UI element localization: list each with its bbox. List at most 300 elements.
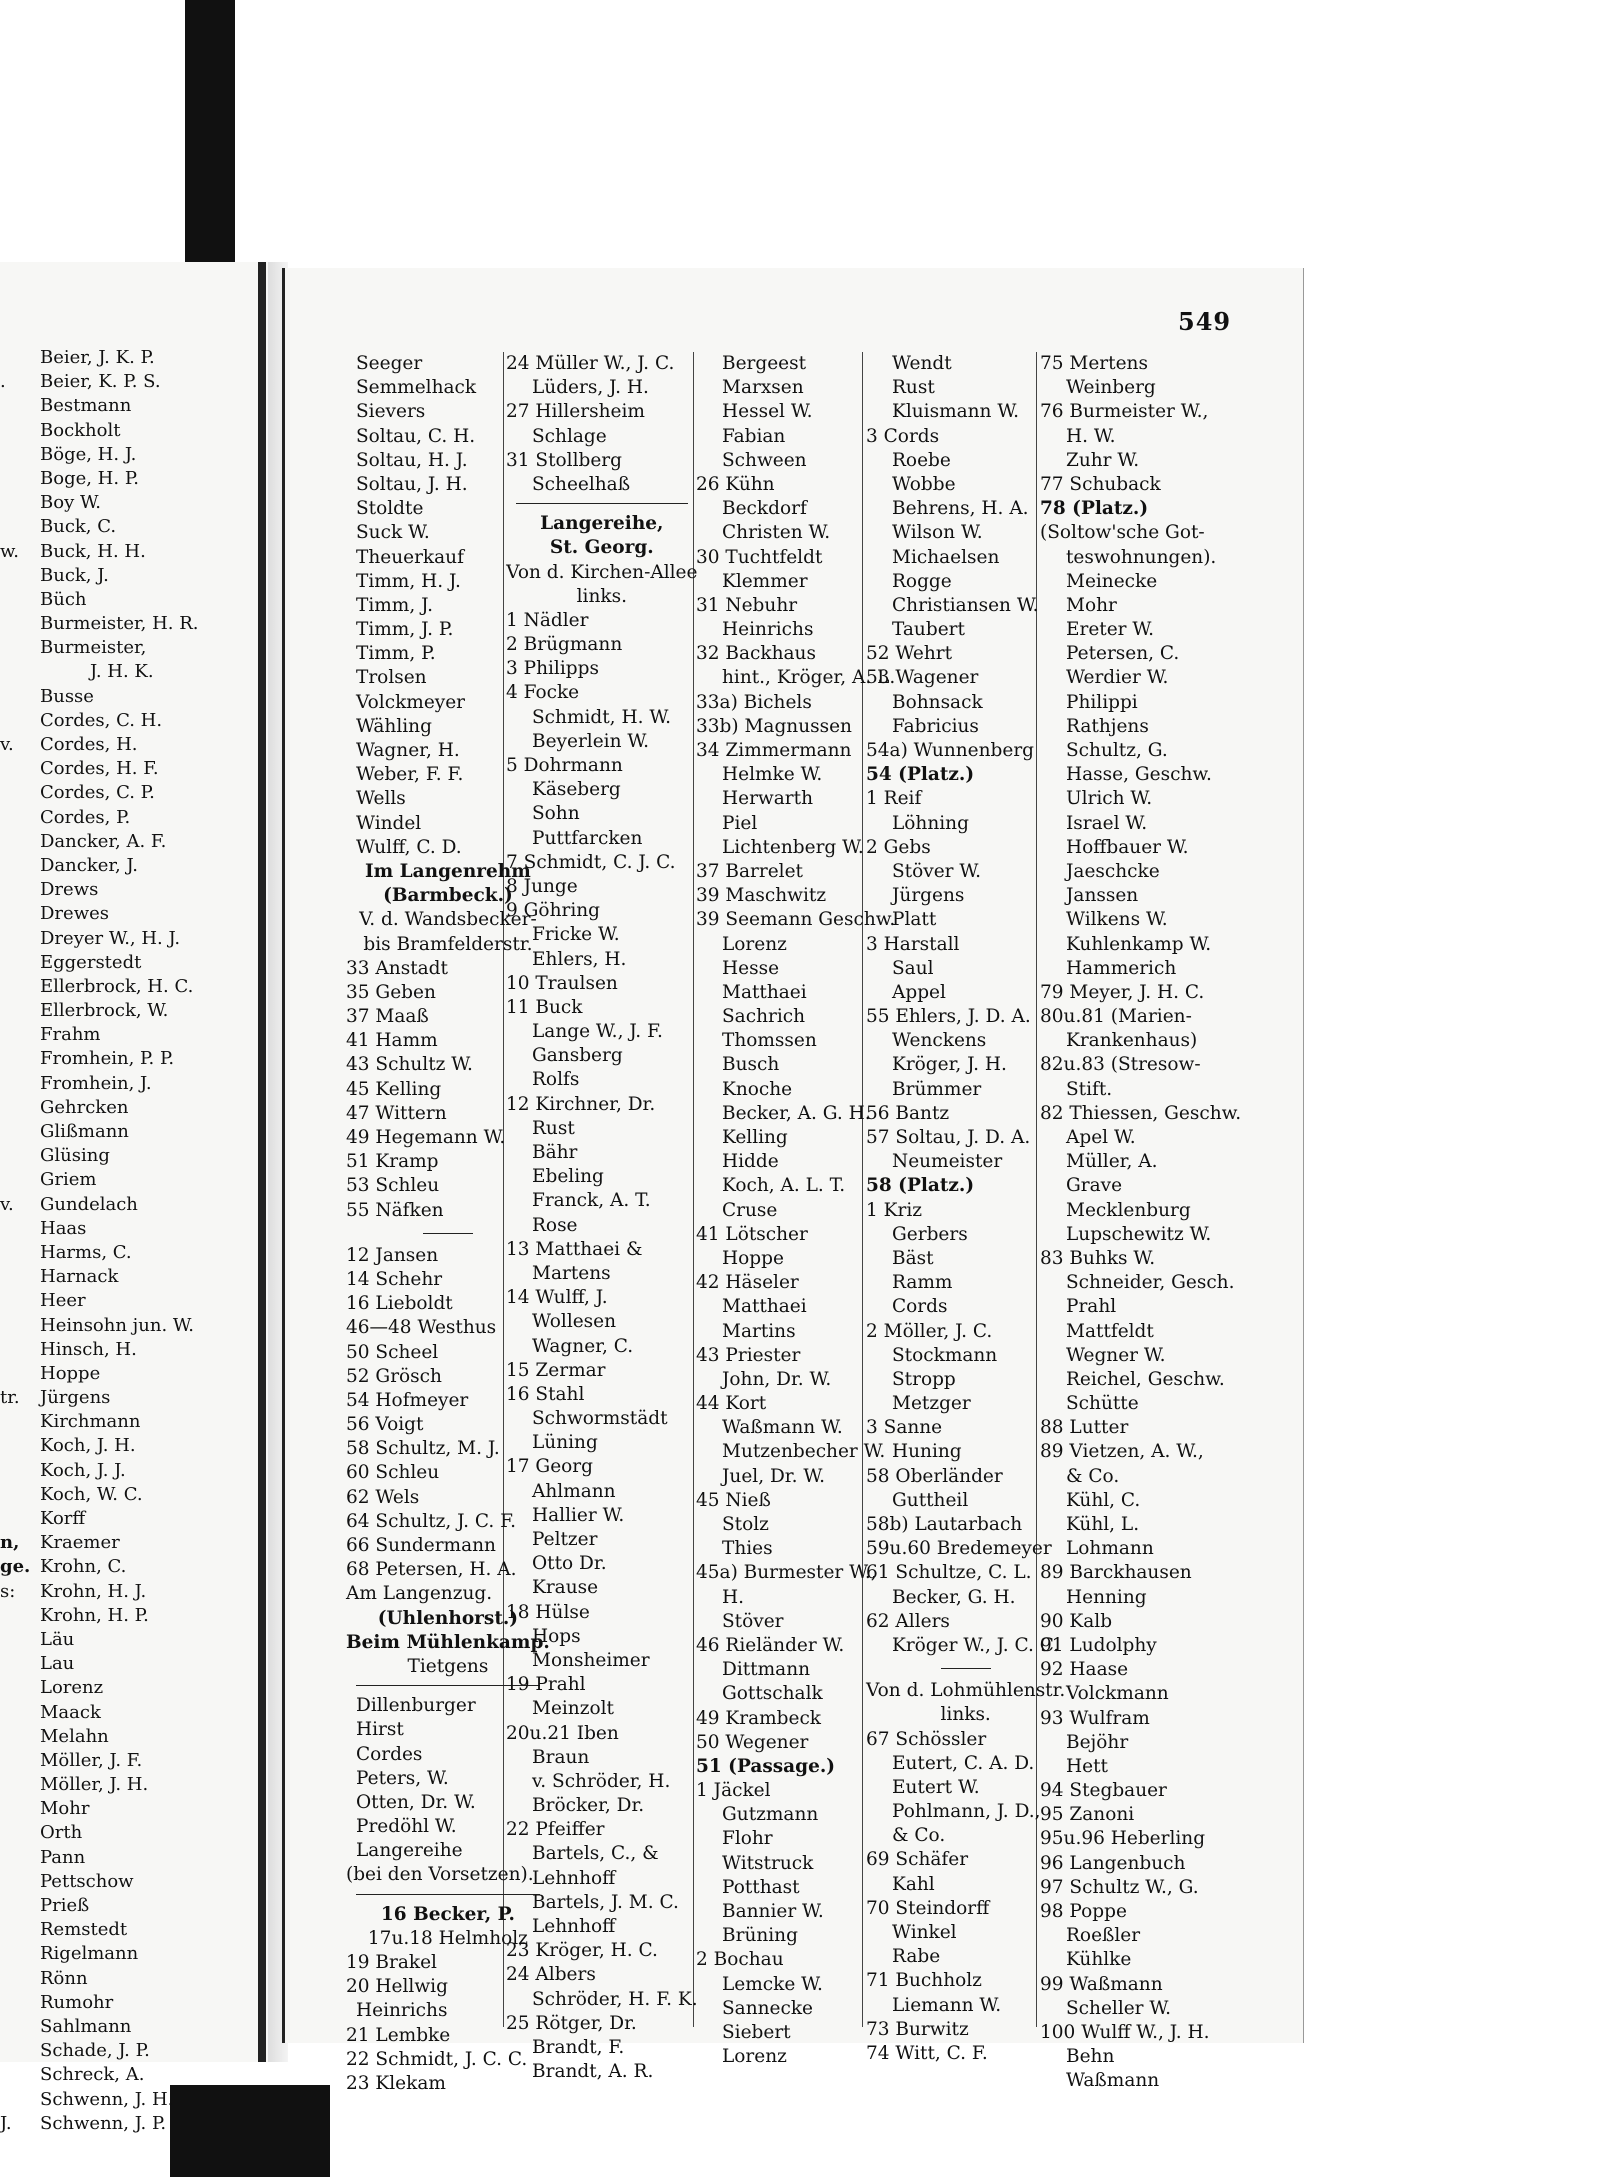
col4-entry: Ramm <box>892 1272 953 1294</box>
col3-entry: Bannier W. <box>722 1901 824 1922</box>
left-page-entry: Koch, J. H. <box>40 1435 136 1457</box>
col5-entry: Wilkens W. <box>1066 909 1168 931</box>
col5-entry: Werdier W. <box>1066 667 1169 689</box>
left-page-entry: Pann <box>40 1846 86 1868</box>
left-page-entry: Cordes, H. <box>40 734 138 755</box>
col4-entry: Stockmann <box>892 1344 998 1366</box>
col1-entry: Wells <box>356 788 406 810</box>
col2-entry: 22 Pfeiffer <box>506 1819 605 1841</box>
col4-entry: 73 Burwitz <box>866 2018 969 2040</box>
col1-entry: Windel <box>356 812 422 834</box>
column-4 <box>866 352 1065 2066</box>
col3-entry: 44 Kort <box>696 1393 767 1415</box>
col4-entry: 1 Reif <box>866 788 922 810</box>
col1-entry: Suck W. <box>356 522 430 544</box>
left-edge-fragment <box>0 1701 30 1725</box>
col5-entry: Schneider, Gesch. <box>1066 1272 1235 1294</box>
col2-entry: Hallier W. <box>532 1504 625 1526</box>
col2-entry: Schlage <box>532 425 607 447</box>
col3-entry: 33b) Magnussen <box>696 715 852 737</box>
col2-entry: Wagner, C. <box>532 1335 634 1357</box>
col3-entry: Siebert <box>722 2021 791 2043</box>
left-page-entry: Mohr <box>40 1798 90 1820</box>
col3-entry: Hesse <box>722 957 780 979</box>
col2-entry: Peltzer <box>532 1529 598 1550</box>
col5-entry: Henning <box>1066 1586 1147 1608</box>
left-page-entry: Cordes, C. H. <box>40 709 163 731</box>
section-divider <box>423 1233 473 1234</box>
left-page-entry: Korff <box>40 1508 86 1529</box>
left-edge-fragment <box>0 1362 30 1386</box>
col4-entry: Huning <box>892 1441 962 1463</box>
left-column <box>40 346 199 2136</box>
col5-entry: 88 Lutter <box>1040 1417 1129 1439</box>
col3-entry: Heinrichs <box>722 619 814 641</box>
col4-entry: Roebe <box>892 449 951 471</box>
col2-entry: Meinzolt <box>532 1698 614 1720</box>
col3-entry: Hessel W. <box>722 401 813 423</box>
left-page-entry: J. H. K. <box>90 661 154 683</box>
col4-entry: 54 (Platz.) <box>866 764 975 786</box>
left-page-entry: Rigelmann <box>40 1943 139 1965</box>
col5-entry: Kühlke <box>1066 1949 1132 1971</box>
col5-entry: Grave <box>1066 1175 1123 1197</box>
col2-entry: Schmidt, H. W. <box>532 706 672 728</box>
left-page-entry: Dancker, J. <box>40 854 139 876</box>
col2-entry: Bartels, C., & <box>532 1843 659 1865</box>
left-edge-fragment: . <box>0 371 6 393</box>
left-edge-fragment <box>0 1797 30 1821</box>
col1-entry: 56 Voigt <box>346 1414 424 1436</box>
col3-entry: Matthaei <box>722 1296 807 1318</box>
col1-entry: Wagner, H. <box>356 740 460 761</box>
col1-entry: 49 Hegemann W. <box>346 1127 506 1148</box>
left-page-entry: Burmeister, H. R. <box>40 613 199 635</box>
col1-entry: 21 Lembke <box>346 2024 451 2046</box>
col2-entry: Wollesen <box>532 1311 617 1333</box>
col5-entry: 90 Kalb <box>1040 1610 1113 1632</box>
col4-entry: Stropp <box>892 1368 956 1390</box>
col1-entry: 47 Wittern <box>346 1102 447 1124</box>
left-page-entry: Glüsing <box>40 1145 110 1167</box>
col4-entry: Wobbe <box>892 473 956 495</box>
col4-entry: 3 Harstall <box>866 933 960 955</box>
left-edge-fragment <box>0 927 30 951</box>
col2-entry: 9 Göhring <box>506 900 600 922</box>
col3-entry: 33a) Bichels <box>696 691 812 713</box>
col5-entry: Ulrich W. <box>1066 788 1153 810</box>
col1-entry: 45 Kelling <box>346 1078 442 1100</box>
col4-entry: Löhning <box>892 812 969 834</box>
left-edge-fragment <box>0 2088 30 2112</box>
col2-entry: 10 Traulsen <box>506 972 618 994</box>
col2-entry: 4 Focke <box>506 682 580 704</box>
col5-entry: 100 Wulff W., J. H. <box>1040 2021 1210 2043</box>
col5-entry: (Soltow'sche Got- <box>1040 522 1205 544</box>
col2-entry: 8 Junge <box>506 875 578 897</box>
col4-entry: Pohlmann, J. D., <box>892 1801 1041 1823</box>
col4-entry: 74 Witt, C. F. <box>866 2042 988 2064</box>
col2-entry: Lehnhoff <box>532 1867 616 1889</box>
col5-entry: Mohr <box>1066 594 1117 616</box>
col3-entry: Piel <box>722 812 758 834</box>
col5-entry: 94 Stegbauer <box>1040 1780 1167 1802</box>
left-edge-fragment <box>0 1241 30 1265</box>
left-edge-fragment <box>0 1289 30 1313</box>
col5-entry: Hammerich <box>1066 957 1177 979</box>
left-edge-fragment <box>0 1870 30 1894</box>
col2-entry: Otto Dr. <box>532 1553 607 1575</box>
left-edge-fragment <box>0 1604 30 1628</box>
col2-entry: Braun <box>532 1746 590 1768</box>
col2-entry: Martens <box>532 1262 611 1284</box>
col4-entry: & Co. <box>892 1825 946 1847</box>
col1-entry: 33 Anstadt <box>346 957 448 979</box>
col2-entry: Rust <box>532 1117 575 1139</box>
col3-entry: Herwarth <box>722 788 813 810</box>
col3-entry: Hoppe <box>722 1247 784 1269</box>
left-page-entry: Schreck, A. <box>40 2064 145 2086</box>
col3-entry: John, Dr. W. <box>722 1368 832 1390</box>
col3-entry: Fabian <box>722 425 786 447</box>
col4-entry: Eutert W. <box>892 1776 980 1798</box>
col1-entry: Soltau, H. J. <box>356 449 468 471</box>
left-page-entry: Beier, K. P. S. <box>40 371 161 393</box>
col3-entry: Stöver <box>722 1610 784 1632</box>
left-edge-fragment <box>0 1676 30 1700</box>
left-page-entry: Gehrcken <box>40 1096 129 1118</box>
col4-entry: Wenckens <box>892 1030 987 1052</box>
col5-entry: Kühl, L. <box>1066 1514 1140 1535</box>
col4-entry: 58 Oberländer <box>866 1465 1003 1487</box>
left-page-entry: Dreyer W., H. J. <box>40 927 181 949</box>
left-page-entry: Busse <box>40 685 94 707</box>
col3-entry: Cruse <box>722 1199 778 1221</box>
left-edge-fragment: n, <box>0 1532 20 1554</box>
col4-entry: Jürgens <box>892 885 965 907</box>
col1-entry: Dillenburger <box>356 1695 476 1717</box>
col2-entry: Langereihe, <box>540 513 664 535</box>
left-edge-fragment <box>0 1168 30 1192</box>
col1-entry: 52 Grösch <box>346 1365 442 1387</box>
col3-entry: Sachrich <box>722 1006 806 1028</box>
col5-entry: Meinecke <box>1066 570 1158 592</box>
left-edge-fragment: v. <box>0 1193 14 1215</box>
left-page-entry: Harnack <box>40 1266 119 1288</box>
col5-entry: Reichel, Geschw. <box>1066 1368 1225 1390</box>
col5-entry: Waßmann <box>1066 2070 1160 2092</box>
col3-entry: Matthaei <box>722 981 807 1003</box>
col2-entry: Lehnhoff <box>532 1916 616 1937</box>
section-divider <box>516 503 688 504</box>
col2-entry: 5 Dohrmann <box>506 755 623 776</box>
left-page-entry: Bestmann <box>40 395 132 417</box>
col4-entry: Kröger, J. H. <box>892 1054 1007 1076</box>
col1-entry: Timm, J. P. <box>356 619 454 641</box>
col1-entry: 51 Kramp <box>346 1151 439 1173</box>
col3-entry: 31 Nebuhr <box>696 594 798 616</box>
col5-entry: Jaeschcke <box>1066 860 1160 882</box>
col4-entry: 67 Schössler <box>866 1728 987 1750</box>
col3-entry: Witstruck <box>722 1852 814 1874</box>
col5-entry: Krankenhaus) <box>1066 1030 1198 1052</box>
col3-entry: Marxsen <box>722 377 804 399</box>
left-edge-fragment <box>0 830 30 854</box>
left-edge-fragment <box>0 346 30 370</box>
col3-entry: 37 Barrelet <box>696 860 803 882</box>
col4-entry: Michaelsen <box>892 546 1000 568</box>
col4-entry: Behrens, H. A. <box>892 498 1029 520</box>
col1-entry: 54 Hofmeyer <box>346 1389 469 1411</box>
col3-entry: Dittmann <box>722 1659 811 1681</box>
col1-entry: 53 Schleu <box>346 1175 440 1197</box>
col2-entry: Beyerlein W. <box>532 730 650 752</box>
col5-entry: Kuhlenkamp W. <box>1066 933 1212 955</box>
col5-entry: Roeßler <box>1066 1925 1141 1947</box>
col4-entry: Fabricius <box>892 715 979 737</box>
left-edge-fragment <box>0 1265 30 1289</box>
col2-entry: 13 Matthaei & <box>506 1238 643 1260</box>
col4-entry: Kahl <box>892 1873 935 1895</box>
left-page-entry: Läu <box>40 1628 75 1650</box>
left-edge-fragment <box>0 685 30 709</box>
col2-entry: Gansberg <box>532 1045 623 1067</box>
page-edge <box>258 262 266 2062</box>
col2-entry: 19 Prahl <box>506 1674 586 1696</box>
col4-entry: Von d. Lohmühlenstr. <box>866 1680 1066 1702</box>
left-page-entry: Dancker, A. F. <box>40 830 167 852</box>
left-page-entry: Cordes, H. F. <box>40 758 159 780</box>
col1-entry: 68 Petersen, H. A. <box>346 1559 517 1581</box>
left-edge-fragment <box>0 2039 30 2063</box>
col5-entry: Janssen <box>1066 885 1139 907</box>
col5-entry: Hoffbauer W. <box>1066 836 1189 858</box>
col1-entry: 58 Schultz, M. J. <box>346 1438 500 1460</box>
left-page-entry: Pettschow <box>40 1870 134 1892</box>
left-edge-fragment <box>0 564 30 588</box>
left-edge-fragment <box>0 1410 30 1434</box>
col4-entry: Kröger W., J. C. C. <box>892 1634 1060 1656</box>
left-page-entry: Heer <box>40 1290 86 1312</box>
left-page-entry: Bockholt <box>40 419 121 441</box>
col1-entry: Semmelhack <box>356 377 477 399</box>
left-edge-fragment <box>0 1991 30 2015</box>
col5-entry: 89 Barckhausen <box>1040 1562 1192 1584</box>
col5-entry: 98 Poppe <box>1040 1901 1127 1922</box>
col3-entry: Kelling <box>722 1127 788 1148</box>
col4-entry: links. <box>940 1704 991 1726</box>
col3-entry: Thies <box>722 1538 773 1560</box>
col3-entry: 45a) Burmester W., <box>696 1562 877 1584</box>
col2-entry: Scheelhaß <box>532 473 631 495</box>
col2-entry: 15 Zermar <box>506 1359 606 1381</box>
col1-entry: Theuerkauf <box>356 546 464 568</box>
col1-entry: Wulff, C. D. <box>356 836 462 858</box>
col2-entry: 25 Rötger, Dr. <box>506 2012 637 2034</box>
col2-entry: 7 Schmidt, C. J. C. <box>506 851 676 873</box>
left-page-entry: Cordes, P. <box>40 806 131 828</box>
col2-entry: Sohn <box>532 803 580 825</box>
left-page-entry: Glißmann <box>40 1121 129 1142</box>
col3-entry: Beckdorf <box>722 498 807 520</box>
left-page-entry: Kraemer <box>40 1532 120 1554</box>
left-edge-fragment <box>0 806 30 830</box>
col1-entry: 22 Schmidt, J. C. C. <box>346 2048 528 2070</box>
col3-entry: Hidde <box>722 1151 779 1173</box>
col4-entry: 59u.60 Bredemeyer <box>866 1538 1052 1560</box>
col3-entry: Becker, A. G. H. <box>722 1102 871 1124</box>
col5-entry: Volckmann <box>1066 1683 1169 1705</box>
left-edge-fragment <box>0 1217 30 1241</box>
left-edge-fragment: tr. <box>0 1387 20 1409</box>
col1-entry: Otten, Dr. W. <box>356 1791 476 1813</box>
col2-entry: 1 Nädler <box>506 609 589 631</box>
col4-entry: Taubert <box>892 619 965 641</box>
col1-entry: 17u.18 Helmholz <box>367 1927 528 1949</box>
col4-entry: Guttheil <box>892 1489 969 1511</box>
left-edge-fragment <box>0 1072 30 1096</box>
col4-entry: Eutert, C. A. D. <box>892 1752 1035 1774</box>
left-edge-fragment <box>0 951 30 975</box>
col1-entry: 20 Hellwig <box>346 1976 448 1998</box>
col1-entry: 16 Lieboldt <box>346 1293 453 1315</box>
col3-entry: Martins <box>722 1320 796 1342</box>
col5-entry: 76 Burmeister W., <box>1040 401 1209 423</box>
col3-entry: Gottschalk <box>722 1683 823 1705</box>
left-edge-fragment <box>0 1652 30 1676</box>
col3-entry: 50 Wegener <box>696 1731 809 1753</box>
col4-entry: 71 Buchholz <box>866 1970 982 1992</box>
left-page-entry: Fromhein, P. P. <box>40 1048 175 1070</box>
left-edge-fragment <box>0 1144 30 1168</box>
left-page-entry: Frahm <box>40 1024 101 1046</box>
col5-entry: Schultz, G. <box>1066 740 1168 761</box>
col1-entry: Timm, J. <box>356 594 433 616</box>
left-page-entry: Rumohr <box>40 1991 114 2013</box>
col1-entry: Volckmeyer <box>356 691 466 713</box>
col5-entry: Petersen, C. <box>1066 643 1180 665</box>
col4-entry: Rabe <box>892 1946 941 1968</box>
col3-entry: Bergeest <box>722 353 807 374</box>
left-page-entry: Buck, H. H. <box>40 540 146 562</box>
col4-entry: Gerbers <box>892 1223 968 1245</box>
col3-entry: Potthast <box>722 1876 800 1898</box>
left-page-entry: Hinsch, H. <box>40 1338 137 1360</box>
col2-entry: Krause <box>532 1577 599 1599</box>
left-edge-fragment <box>0 1047 30 1071</box>
col2-entry: 24 Müller W., J. C. <box>506 353 675 374</box>
col3-entry: 51 (Passage.) <box>696 1755 836 1777</box>
col4-entry: 53 Wagener <box>866 667 979 689</box>
col1-entry: 60 Schleu <box>346 1462 440 1484</box>
col4-entry: 55 Ehlers, J. D. A. <box>866 1006 1031 1028</box>
col3-entry: 1 Jäckel <box>696 1780 771 1802</box>
left-edge-fragment <box>0 1821 30 1845</box>
col4-entry: Stöver W. <box>892 860 982 882</box>
left-page-entry: Jürgens <box>40 1387 111 1409</box>
col3-entry: 39 Maschwitz <box>696 885 827 907</box>
col4-entry: Bohnsack <box>892 691 983 713</box>
col4-entry: 2 Möller, J. C. <box>866 1320 993 1342</box>
left-edge-fragment <box>0 709 30 733</box>
col4-entry: 52 Wehrt <box>866 643 953 665</box>
col2-entry: 2 Brügmann <box>506 634 623 656</box>
col2-entry: Bähr <box>532 1142 578 1163</box>
col2-entry: Ahlmann <box>532 1480 616 1502</box>
left-edge-fragment: v. <box>0 734 14 755</box>
left-page-entry: Rönn <box>40 1967 88 1989</box>
left-edge-fragment <box>0 636 30 660</box>
col1-entry: 62 Wels <box>346 1486 420 1508</box>
left-page-entry: Eggerstedt <box>40 951 142 973</box>
col1-entry: 43 Schultz W. <box>346 1054 473 1076</box>
col5-entry: 83 Buhks W. <box>1040 1247 1156 1269</box>
left-edge-fragment: ge. <box>0 1556 31 1578</box>
col1-entry: Trolsen <box>356 667 427 689</box>
col3-entry: 26 Kühn <box>696 473 775 495</box>
col3-entry: Lichtenberg W. <box>722 836 864 858</box>
col3-entry: Lorenz <box>722 2046 787 2068</box>
left-page-entry: Harms, C. <box>40 1241 132 1263</box>
col2-entry: Rose <box>532 1214 578 1236</box>
col1-entry: 46—48 Westhus <box>346 1317 497 1339</box>
col5-entry: Behn <box>1066 2046 1115 2068</box>
left-edge-fragment <box>0 588 30 612</box>
col5-entry: Apel W. <box>1066 1127 1136 1148</box>
left-edge-fragment <box>0 1967 30 1991</box>
col2-entry: 27 Hillersheim <box>506 401 645 423</box>
left-page-entry: Beier, J. K. P. <box>40 347 155 368</box>
col2-entry: Käseberg <box>532 779 621 801</box>
col3-entry: 34 Zimmermann <box>696 740 852 761</box>
left-page-entry: Drews <box>40 879 99 901</box>
col5-entry: Lohmann <box>1066 1538 1154 1560</box>
col2-entry: Ehlers, H. <box>532 948 627 970</box>
col2-entry: 20u.21 Iben <box>506 1722 619 1744</box>
col3-entry: 43 Priester <box>696 1344 801 1366</box>
col3-entry: hint., Kröger, A. L. <box>722 667 896 689</box>
left-page-entry: Koch, W. C. <box>40 1483 143 1505</box>
col1-entry: Soltau, J. H. <box>356 473 468 495</box>
col4-entry: 61 Schultze, C. L. <box>866 1562 1032 1584</box>
col3-entry: Lemcke W. <box>722 1973 823 1995</box>
left-edge-fragment <box>0 1942 30 1966</box>
left-page-entry: Schwenn, J. P. <box>40 2112 167 2134</box>
left-page-entry: Gundelach <box>40 1193 138 1215</box>
left-page-entry: Boy W. <box>40 492 102 514</box>
col4-entry: 58 (Platz.) <box>866 1175 975 1197</box>
col1-entry: V. d. Wandsbecker- <box>359 909 537 931</box>
col4-entry: Becker, G. H. <box>892 1586 1016 1608</box>
left-edge-fragment <box>0 1023 30 1047</box>
col5-entry: 77 Schuback <box>1040 473 1161 495</box>
col5-entry: teswohnungen). <box>1066 546 1217 568</box>
col3-entry: Flohr <box>722 1828 773 1850</box>
left-edge-fragment <box>0 975 30 999</box>
col3-entry: Stolz <box>722 1514 769 1535</box>
left-edge-fragment <box>0 781 30 805</box>
left-page-entry: Krohn, C. <box>40 1556 127 1578</box>
col4-entry: 56 Bantz <box>866 1102 950 1124</box>
col1-entry: Wähling <box>356 715 432 737</box>
col5-entry: 89 Vietzen, A. W., <box>1040 1441 1204 1463</box>
col4-entry: Wilson W. <box>892 522 983 544</box>
col1-entry: 19 Brakel <box>346 1952 437 1973</box>
col1-entry: Predöhl W. <box>356 1816 457 1838</box>
col5-entry: H. W. <box>1066 425 1116 447</box>
column-2 <box>506 352 698 2084</box>
col5-entry: 93 Wulfram <box>1040 1707 1150 1729</box>
